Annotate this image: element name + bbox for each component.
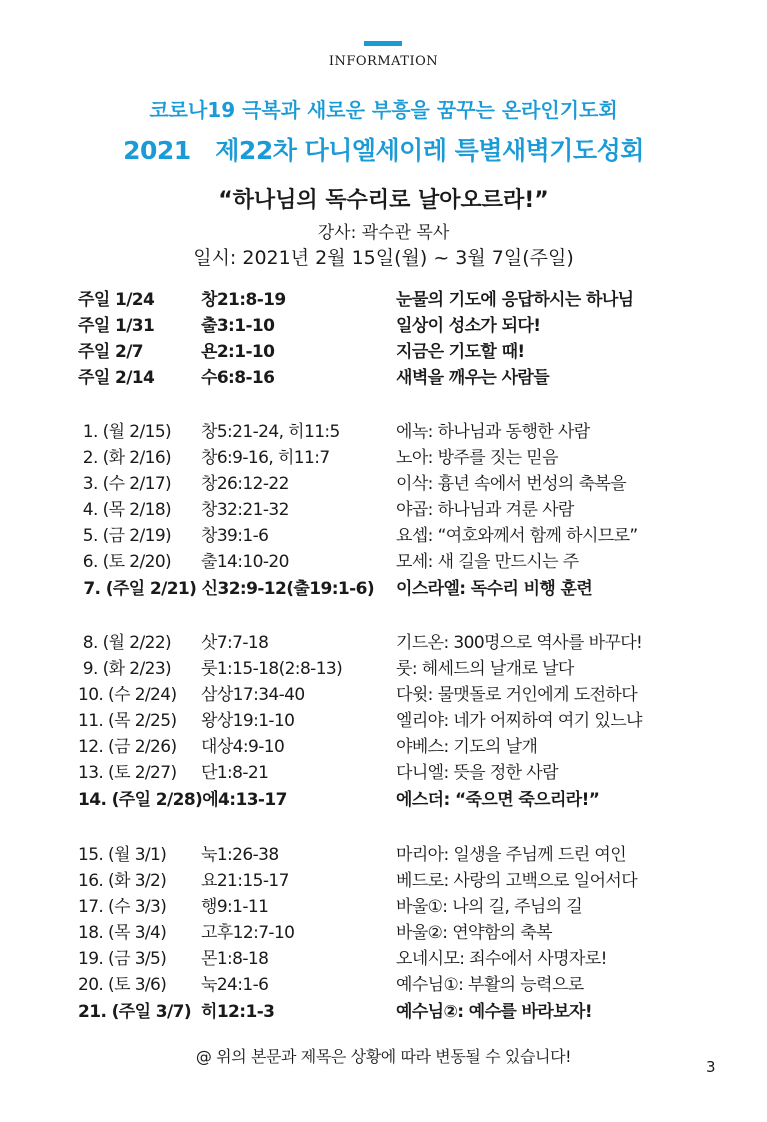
schedule-ref: 눅24:1-6 [201, 975, 269, 995]
footnote: @ 위의 본문과 제목은 상황에 따라 변동될 수 있습니다! [195, 1047, 572, 1066]
schedule-title: 마리아: 일생을 주님께 드린 여인 [396, 845, 627, 865]
schedule-date: 주일 1/31 [78, 316, 155, 336]
schedule-title: 다니엘: 뜻을 정한 사람 [396, 763, 558, 783]
schedule-row [0, 339, 767, 365]
schedule-title: 노아: 방주를 짓는 믿음 [396, 448, 558, 468]
speaker-line: 강사: 곽수관 목사 [317, 223, 450, 243]
schedule-ref: 대상4:9-10 [201, 737, 285, 757]
schedule-title: 바울②: 연약함의 축복 [396, 923, 552, 943]
schedule-date: 13. (토 2/27) [78, 763, 177, 783]
schedule-date: 14. (주일 2/28)에4:13-17 [78, 790, 287, 810]
schedule-ref: 창6:9-16, 히11:7 [201, 448, 330, 468]
schedule-ref: 창21:8-19 [201, 290, 286, 310]
schedule-title: 오네시모: 죄수에서 사명자로! [396, 949, 607, 969]
schedule-title: 베드로: 사랑의 고백으로 일어서다 [396, 871, 638, 891]
schedule-ref: 창5:21-24, 히11:5 [201, 422, 340, 442]
schedule-date: 16. (화 3/2) [78, 871, 167, 891]
section-label: INFORMATION [328, 54, 439, 69]
schedule-ref: 단1:8-21 [201, 763, 269, 783]
schedule-ref: 수6:8-16 [201, 368, 275, 388]
schedule-row [0, 287, 767, 313]
schedule-title: 다윗: 물맷돌로 거인에게 도전하다 [396, 685, 638, 705]
schedule-row [0, 708, 767, 734]
schedule-ref: 출14:10-20 [201, 552, 289, 572]
schedule-ref: 요21:15-17 [201, 871, 289, 891]
schedule-title: 야베스: 기도의 날개 [396, 737, 538, 757]
schedule-date: 주일 2/7 [78, 342, 144, 362]
schedule-row [0, 842, 767, 868]
schedule-date: 18. (목 3/4) [78, 923, 167, 943]
schedule-date: 4. (목 2/18) [78, 500, 172, 520]
schedule-title: 에녹: 하나님과 동행한 사람 [396, 422, 590, 442]
schedule-title: 눈물의 기도에 응답하시는 하나님 [396, 290, 634, 310]
schedule-row [0, 682, 767, 708]
schedule-date: 2. (화 2/16) [78, 448, 172, 468]
schedule-title: 바울①: 나의 길, 주님의 길 [396, 897, 583, 917]
event-title-line2: 2021 제22차 다니엘세이레 특별새벽기도성회 [123, 136, 644, 165]
schedule-row [0, 313, 767, 339]
schedule-row [0, 445, 767, 471]
schedule-date: 19. (금 3/5) [78, 949, 167, 969]
schedule-title: 예수님①: 부활의 능력으로 [396, 975, 584, 995]
schedule-title: 이삭: 흉년 속에서 번성의 축복을 [396, 474, 627, 494]
schedule-title: 새벽을 깨우는 사람들 [396, 368, 550, 388]
schedule-title: 엘리야: 네가 어찌하여 여기 있느냐 [396, 711, 642, 731]
theme-subtitle: “하나님의 독수리로 날아오르라!” [218, 188, 549, 213]
schedule-ref: 몬1:8-18 [201, 949, 269, 969]
schedule-row [0, 365, 767, 391]
schedule-row [0, 497, 767, 523]
schedule-date: 8. (월 2/22) [78, 633, 172, 653]
schedule-ref: 창32:21-32 [201, 500, 289, 520]
schedule-title: 지금은 기도할 때! [396, 342, 525, 362]
schedule-row [0, 920, 767, 946]
schedule-row [0, 894, 767, 920]
schedule-title: 야곱: 하나님과 겨룬 사람 [396, 500, 574, 520]
schedule-title: 모세: 새 길을 만드시는 주 [396, 552, 579, 572]
schedule-date: 5. (금 2/19) [78, 526, 172, 546]
schedule-row [0, 760, 767, 786]
schedule-date: 17. (수 3/3) [78, 897, 167, 917]
schedule-ref: 눅1:26-38 [201, 845, 279, 865]
schedule-date: 주일 2/14 [78, 368, 155, 388]
schedule-title: 요셉: “여호와께서 함께 하시므로” [396, 526, 638, 546]
schedule-date: 20. (토 3/6) [78, 975, 167, 995]
schedule-date: 15. (월 3/1) [78, 845, 167, 865]
schedule-row [0, 787, 767, 813]
schedule-ref: 출3:1-10 [201, 316, 275, 336]
schedule-row [0, 868, 767, 894]
schedule-ref: 히12:1-3 [201, 1002, 275, 1022]
schedule-date: 10. (수 2/24) [78, 685, 177, 705]
schedule-date: 3. (수 2/17) [78, 474, 172, 494]
schedule-row [0, 946, 767, 972]
schedule-date: 12. (금 2/26) [78, 737, 177, 757]
schedule-ref: 삼상17:34-40 [201, 685, 305, 705]
schedule-row [0, 630, 767, 656]
schedule-title: 예수님②: 예수를 바라보자! [396, 1002, 593, 1022]
schedule-date: 7. (주일 2/21) 신32:9-12(출19:1-6) [78, 579, 374, 599]
schedule-ref: 창26:12-22 [201, 474, 289, 494]
schedule-row [0, 999, 767, 1025]
schedule-row [0, 656, 767, 682]
accent-bar [364, 41, 402, 46]
page-number: 3 [706, 1058, 716, 1076]
date-line: 일시: 2021년 2월 15일(월) ~ 3월 7일(주일) [193, 247, 574, 269]
schedule-row [0, 972, 767, 998]
schedule-title: 일상이 성소가 되다! [396, 316, 541, 336]
event-title-line1: 코로나19 극복과 새로운 부흥을 꿈꾸는 온라인기도회 [149, 98, 618, 122]
schedule-title: 기드온: 300명으로 역사를 바꾸다! [396, 633, 643, 653]
schedule-ref: 왕상19:1-10 [201, 711, 295, 731]
schedule-row [0, 549, 767, 575]
schedule-date: 9. (화 2/23) [78, 659, 172, 679]
schedule-ref: 룻1:15-18(2:8-13) [201, 659, 343, 679]
schedule-ref: 삿7:7-18 [201, 633, 269, 653]
schedule-date: 21. (주일 3/7) [78, 1002, 192, 1022]
schedule-title: 에스더: “죽으면 죽으리라!” [396, 790, 600, 810]
schedule-row [0, 734, 767, 760]
schedule-ref: 행9:1-11 [201, 897, 269, 917]
schedule-row [0, 576, 767, 602]
schedule-date: 주일 1/24 [78, 290, 155, 310]
schedule-date: 11. (목 2/25) [78, 711, 177, 731]
schedule-date: 1. (월 2/15) [78, 422, 172, 442]
schedule-row [0, 419, 767, 445]
schedule-row [0, 471, 767, 497]
schedule-ref: 고후12:7-10 [201, 923, 295, 943]
schedule-ref: 창39:1-6 [201, 526, 269, 546]
schedule-ref: 욘2:1-10 [201, 342, 275, 362]
schedule-date: 6. (토 2/20) [78, 552, 172, 572]
schedule-row [0, 523, 767, 549]
schedule-title: 이스라엘: 독수리 비행 훈련 [396, 579, 593, 599]
schedule-title: 룻: 헤세드의 날개로 날다 [396, 659, 574, 679]
